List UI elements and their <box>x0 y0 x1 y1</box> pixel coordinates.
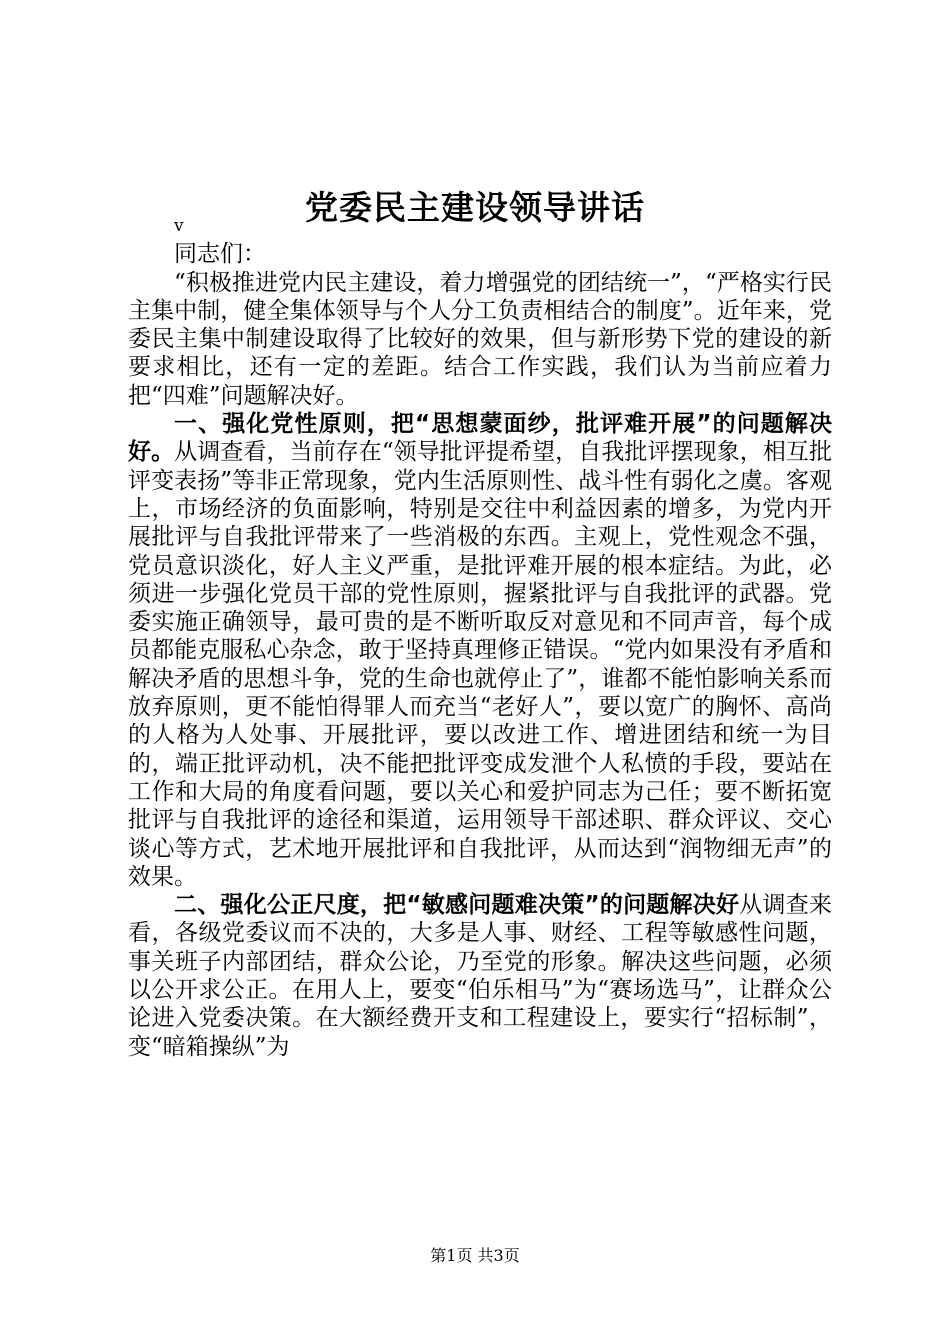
section-2-paragraph <box>128 891 832 1061</box>
section-2-heading: 二、强化公正尺度，把“敏感问题难决策”的问题解决好 <box>174 892 740 919</box>
section-2-body: 从调查来看，各级党委议而不决的，大多是人事、财经、工程等敏感性问题，事关班子内部团结，群众公论，乃至党的形象。解决这些问题，必须以公开求公正。在用人上，要变“伯乐相马”为“赛场选马”，让群众公论进入党委决策。在大额经费开支和工程建设上，要实行“招标制”，变“暗箱操纵”为 <box>128 892 833 1060</box>
document-body <box>128 212 832 1061</box>
greeting: 同志们： <box>174 241 266 268</box>
section-1-body: 从调查看，当前存在“领导批评提希望，自我批评摆现象，相互批评变表扬”等非正常现象，党内生活原则性、战斗性有弱化之虞。客观上，市场经济的负面影响，特别是交往中利益因素的增多，为党内开展批评与自我批评带来了一些消极的东西。主观上，党性观念不强，党员意识淡化，好人主义严重，是批评难开展的根本症结。为此，必须进一步强化党员干部的党性原则，握紧批评与自我批评的武器。党委实施正确领导，最可贵的是不断听取反对意见和不同声音，每个成员都能克服私心杂念，敢于坚持真理修正错误。“党内如果没有矛盾和解决矛盾的思想斗争，党的生命也就停止了”，谁都不能怕影响关系而放弃原则，更不能怕得罪人而充当“老好人”，要以宽广的胸怀、高尚的人格为人处事、开展批评，要以改进工作、增进团结和统一为目的，端正批评动机，决不能把批评变成发泄个人私愤的手段，要站在工作和大局的角度看问题，要以关心和爱护同志为己任；要不断拓宽批评与自我批评的途径和渠道，运用领导干部述职、群众评议、交心谈心等方式，艺术地开展批评和自我批评，从而达到“润物细无声”的效果。 <box>128 439 832 890</box>
section-1-heading: 一、强化党性原则，把“思想蒙面纱，批评难开展”的问题解决好。 <box>128 411 832 466</box>
marker-text: v <box>174 216 184 236</box>
intro-paragraph: “积极推进党内民主建设，着力增强党的团结统一”，“严格实行民主集中制，健全集体领导与个人分工负责相结合的制度”。近年来，党委民主集中制建设取得了比较好的效果，但与新形势下党的建设的新要求相比，还有一定的差距。结合工作实践，我们认为当前应着力把“四难”问题解决好。 <box>128 269 832 409</box>
document-title: 党委民主建设领导讲话 <box>305 188 645 227</box>
page-footer: 第1页 共3页 <box>430 1246 520 1265</box>
section-1-paragraph <box>128 410 832 891</box>
